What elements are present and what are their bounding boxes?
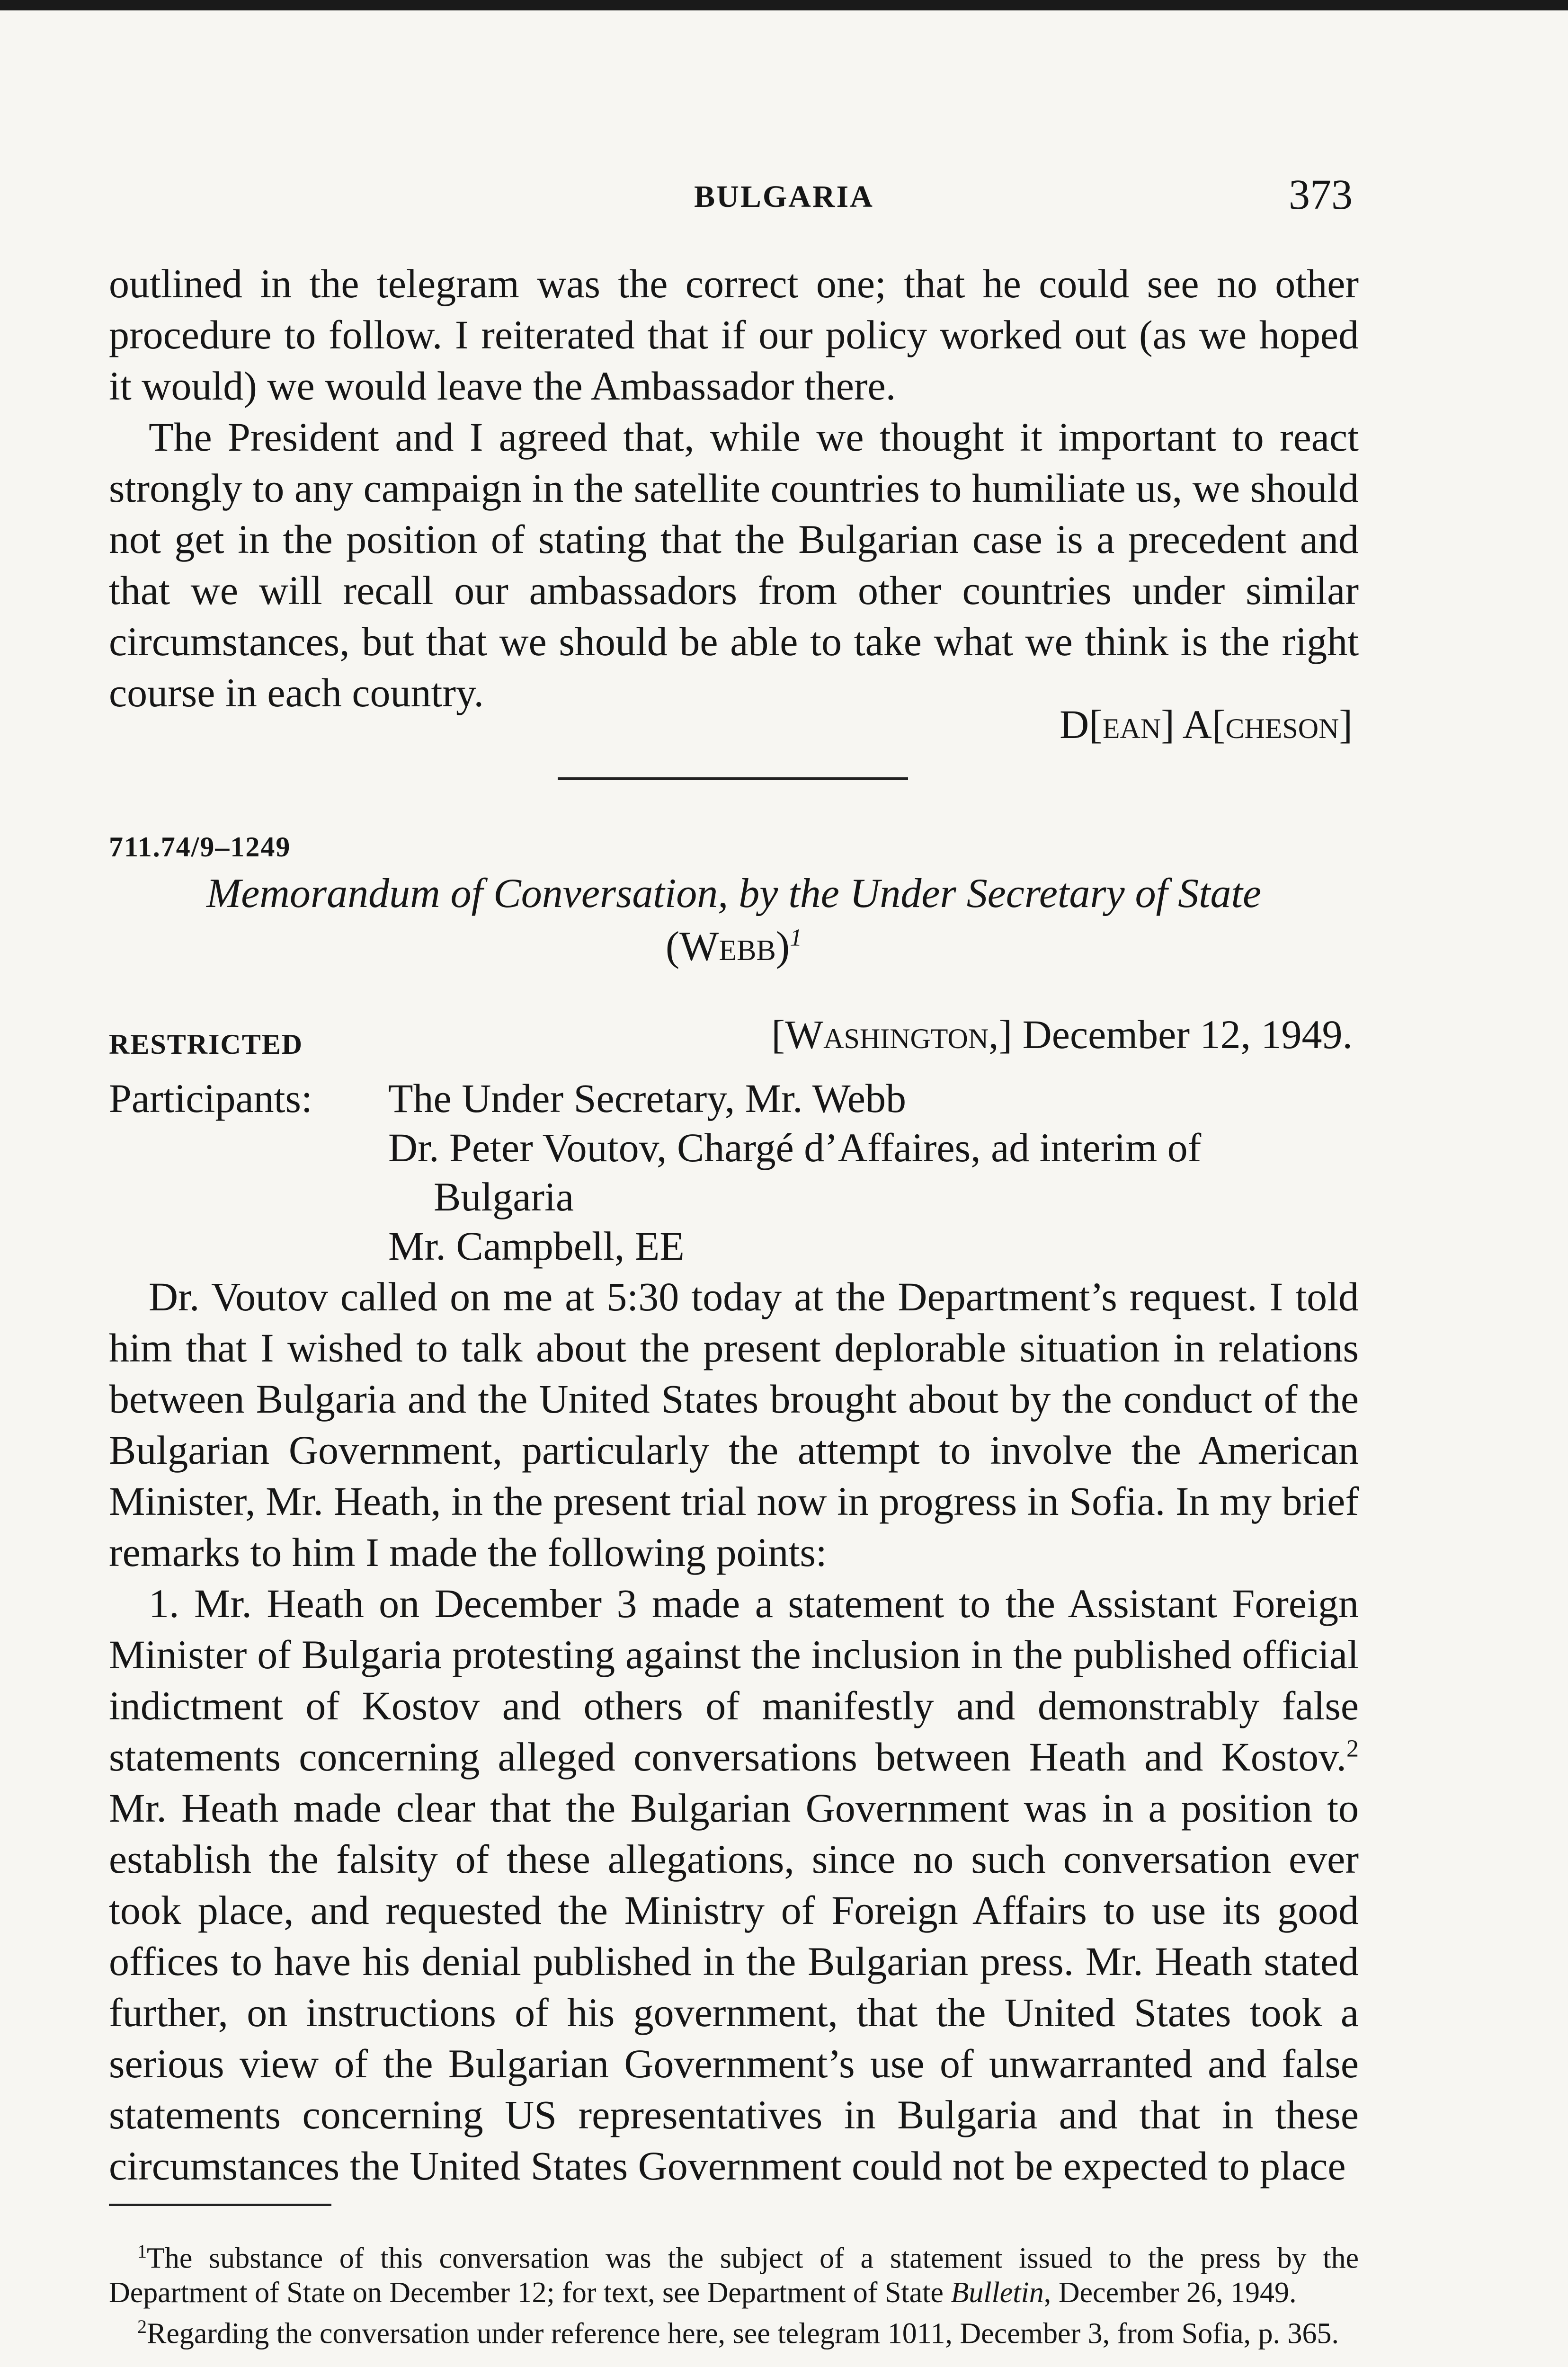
classification-label: RESTRICTED: [109, 1029, 303, 1060]
participant-item: The Under Secretary, Mr. Webb: [388, 1076, 906, 1121]
footnote-2: $^2$Regarding the conversation under reference here, see telegram 1011, December 3, from Sofia, p. 365.: [137, 2315, 1339, 2350]
footnote-1: $^1$The substance of this conversation was the subject of a statement issued to the press by the Department of State on December 12; for text, see Department of State Bulletin, December 26, 1949.: [109, 2241, 1359, 2309]
running-head: BULGARIA: [694, 179, 874, 214]
section-divider: [558, 777, 908, 780]
page-header: [0, 171, 1568, 219]
memo-body: [109, 1271, 1359, 2191]
footnote-divider: [109, 2204, 331, 2206]
footnotes: [109, 2234, 1359, 2350]
paragraph-point-1: 1. Mr. Heath on December 3 made a statement to the Assistant Foreign Minister of Bulgaria protesting against the inclusion in the published official indictment of Kostov and others of manifestly and demonstrably false statements concerning alleged conversations between Heath and Kostov.$^2$ Mr. Heath made clear that the Bulgarian Government was in a position to establish the falsity of these allegations, since no such conversation ever took place, and requested the Ministry of Foreign Affairs to use its good offices to have his denial published in the Bulgarian press. Mr. Heath stated further, on instructions of his government, that the United States took a serious view of the Bulgarian Government’s use of unwarranted and false statements concerning US representatives in Bulgaria and that in these circumstances the United States Government could not be expected to place: [109, 1581, 1359, 2189]
participants-label: Participants:: [109, 1076, 312, 1121]
footnote-ref-2[interactable]: 2: [1346, 1735, 1359, 1762]
participants-list: [388, 1074, 1359, 1271]
paragraph-president-agreement: The President and I agreed that, while we thought it important to react strongly to any campaign in the satellite countries to humiliate us, we should not get in the position of stating that the Bulgarian case is a precedent and that we will recall our ambassadors from other countries under similar circumstances, but that we should be able to take what we think is the right course in each country.: [109, 414, 1359, 715]
signature: D[ean] A[cheson]: [1060, 702, 1353, 747]
memo-title: [109, 867, 1359, 973]
paragraph-voutov-called: Dr. Voutov called on me at 5:30 today at the Department’s request. I told him that I wished to talk about the present deplorable situation in relations between Bulgaria and the United States brought about by the conduct of the Bulgarian Government, particularly the attempt to involve the American Minister, Mr. Heath, in the present trial now in progress in Sofia. In my brief remarks to him I made the following points:: [109, 1274, 1359, 1575]
page-top-edge: [0, 0, 1568, 10]
memo-author: (Webb): [665, 924, 790, 970]
participant-item: Dr. Peter Voutov, Chargé d’Affaires, ad interim of: [388, 1125, 1202, 1170]
file-reference: 711.74/9–1249: [109, 831, 291, 863]
page-number: 373: [1289, 171, 1353, 218]
participant-item-continued: Bulgaria: [434, 1174, 574, 1219]
prior-section: [109, 258, 1359, 718]
dateline: [Washington,] December 12, 1949.: [771, 1012, 1353, 1057]
memo-title-line: Memorandum of Conversation, by the Under Secretary of State: [206, 871, 1262, 917]
participant-item: Mr. Campbell, EE: [388, 1223, 685, 1269]
continued-paragraph: outlined in the telegram was the correct one; that he could see no other procedure to follow. I reiterated that if our policy worked out (as we hoped it would) we would leave the Ambassador there.: [109, 261, 1359, 409]
footnote-ref-1[interactable]: 1: [790, 924, 802, 952]
